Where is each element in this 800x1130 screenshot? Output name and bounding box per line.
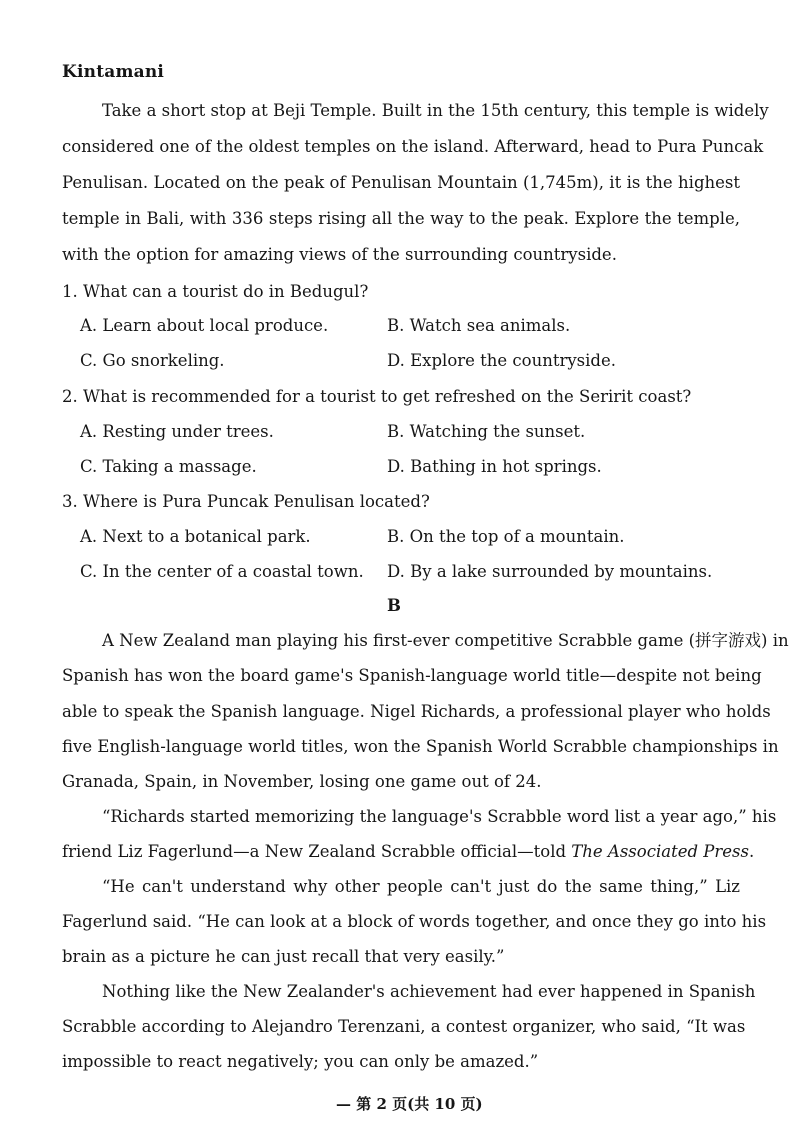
passage-b-line: A New Zealand man playing his first-ever competitive Scrabble game (拼字游戏) in (102, 631, 789, 650)
newspaper-title: The Associated Press (571, 842, 749, 861)
passage-b-line: brain as a picture he can just recall that very easily.” (62, 947, 505, 966)
question-1-stem: 1. What can a tourist do in Bedugul? (62, 282, 369, 301)
question-2-option-b: B. Watching the sunset. (387, 422, 586, 441)
passage-b-line: Nothing like the New Zealander's achievement had ever happened in Spanish (102, 982, 756, 1001)
passage-b-line: impossible to react negatively; you can only be amazed.” (62, 1052, 539, 1071)
question-3-stem: 3. Where is Pura Puncak Penulisan located? (62, 492, 430, 511)
question-1-option-c: C. Go snorkeling. (80, 351, 225, 370)
passage-b-line: five English-language world titles, won the Spanish World Scrabble championships in (62, 737, 779, 756)
passage-b-text: friend Liz Fagerlund—a New Zealand Scrabble official—told (62, 842, 572, 861)
passage-heading-kintamani: Kintamani (62, 62, 165, 82)
passage-b-line: “Richards started memorizing the language's Scrabble word list a year ago,” his (102, 807, 777, 826)
passage-b-text: . (748, 842, 755, 861)
question-1-option-b: B. Watch sea animals. (387, 316, 571, 335)
passage-a-line: temple in Bali, with 336 steps rising all the way to the peak. Explore the temple, (62, 209, 740, 228)
passage-b-line: Scrabble according to Alejandro Terenzani, a contest organizer, who said, “It was (62, 1017, 746, 1036)
passage-b-line: Granada, Spain, in November, losing one game out of 24. (62, 772, 542, 791)
question-1-option-d: D. Explore the countryside. (387, 351, 617, 370)
question-2-option-c: C. Taking a massage. (80, 457, 257, 476)
page-footer: — 第 2 页(共 10 页) (336, 1095, 483, 1113)
passage-a-line: considered one of the oldest temples on the island. Afterward, head to Pura Puncak (62, 137, 764, 156)
passage-a-line: Take a short stop at Beji Temple. Built in the 15th century, this temple is widely (102, 101, 769, 120)
passage-b-line (62, 841, 755, 863)
passage-b-line: “He can't understand why other people can't just do the same thing,” Liz (102, 877, 740, 896)
question-2-stem: 2. What is recommended for a tourist to get refreshed on the Seririt coast? (62, 387, 692, 406)
passage-a-line: Penulisan. Located on the peak of Penulisan Mountain (1,745m), it is the highest (62, 173, 740, 192)
section-b-label: B (387, 596, 401, 615)
passage-b-line: Fagerlund said. “He can look at a block of words together, and once they go into his (62, 912, 767, 931)
question-3-option-a: A. Next to a botanical park. (80, 527, 311, 546)
question-3-option-d: D. By a lake surrounded by mountains. (387, 562, 713, 581)
question-1-option-a: A. Learn about local produce. (80, 316, 329, 335)
question-3-option-b: B. On the top of a mountain. (387, 527, 625, 546)
passage-a-line: with the option for amazing views of the surrounding countryside. (62, 245, 617, 264)
question-2-option-d: D. Bathing in hot springs. (387, 457, 602, 476)
passage-b-line: able to speak the Spanish language. Nigel Richards, a professional player who holds (62, 702, 771, 721)
question-3-option-c: C. In the center of a coastal town. (80, 562, 364, 581)
question-2-option-a: A. Resting under trees. (80, 422, 274, 441)
passage-b-line: Spanish has won the board game's Spanish-language world title—despite not being (62, 666, 762, 685)
